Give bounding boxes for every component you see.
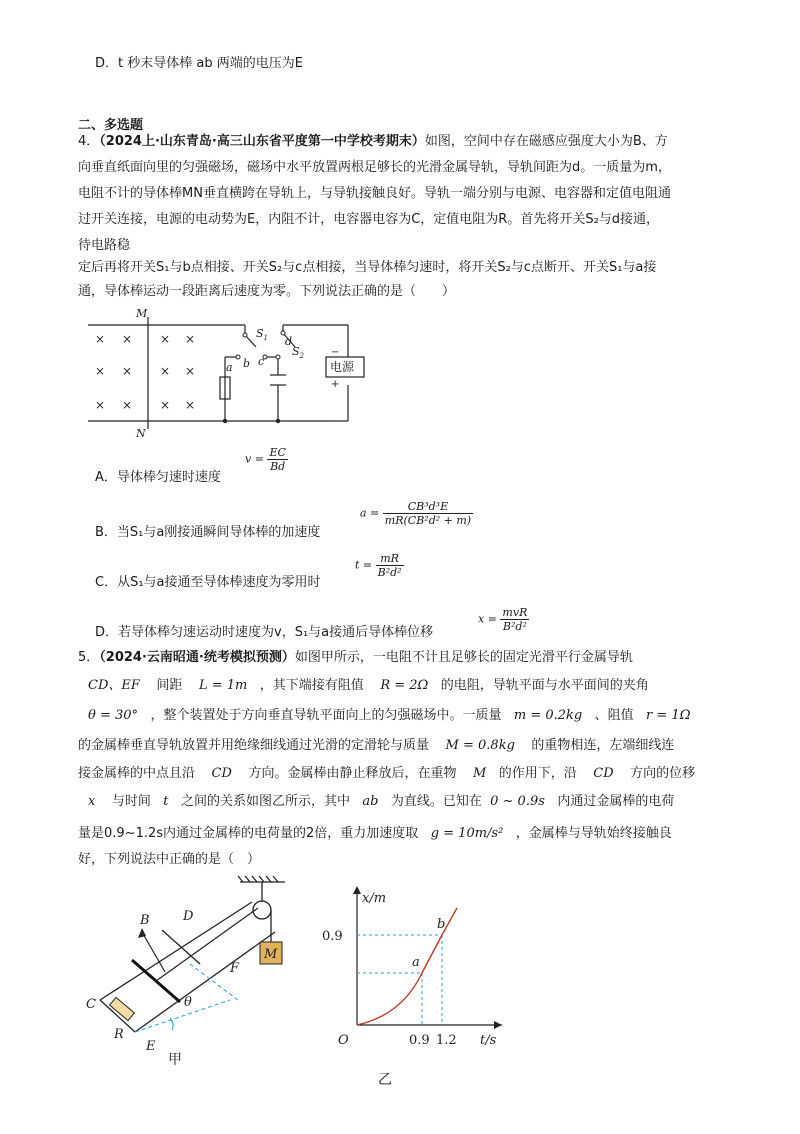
q4-line-6: 通，导体棒运动一段距离后速度为零。下列说法正确的是（ ） [78,284,456,299]
q4-cross: × [95,398,106,412]
q4-cross: × [160,364,171,378]
frac-denominator: Bd [270,460,286,473]
q4-cross: × [160,332,171,346]
q5-fig2-x09: 0.9 [409,1033,430,1048]
frac-numerator: mR [376,552,404,566]
q4-label-N: N [136,427,146,440]
q5-line-1: 如图甲所示，一电阻不计且足够长的固定光滑平行金属导轨 [294,650,633,665]
q5-fig2-xlabel: t/s [480,1033,497,1048]
q4-cross: × [185,332,196,346]
q5-fig1-C: C [86,997,96,1012]
q5-line-5: 接金属棒的中点且沿 CD 方向。金属棒由静止释放后，在重物 M 的作用下，沿 CD 方向的位移 [78,766,696,781]
q4-cross: × [160,398,171,412]
q4-plus: + [331,379,340,390]
q5-source: （2024·云南昭通·统考模拟预测） [99,650,295,665]
prev-option-d: D．t 秒末导体棒 ab 两端的电压为E [95,56,303,71]
q4-option-b-formula: a = $\frac{\text{CB³d³E}}{\text{mR(CB²d² + m)}}$ [360,500,472,527]
q5-number: 5． [78,650,100,665]
q4-label-d: d [285,335,293,348]
q5-line-2: CD、EF 间距 L = 1m ，其下端接有阻值 R = 2Ω 的电阻，导轨平面与水平面间的夹角 [88,678,649,693]
frac-denominator: B²d² [502,620,527,633]
q4-source-label: 电源 [330,360,355,374]
section-title: 二、多选题 [78,118,144,133]
q4-option-c-formula: t = $\frac{mR}{\text{B²d²}}$ [355,552,402,579]
q4-label-c: c [258,355,265,368]
q4-cross: × [185,364,196,378]
q4-minus: − [331,347,340,358]
q5-line-8: 好，下列说法中正确的是（ ） [78,852,261,867]
q5-first-line [78,650,633,666]
q4-circuit-diagram [80,305,370,440]
q5-fig1-E: E [146,1039,156,1054]
q5-figure-yi [312,880,512,1050]
q4-label-s1: $S_1$ [256,327,269,342]
q4-label-M: M [136,307,148,320]
q4-number: 4． [78,134,100,149]
q5-figure-jia [80,872,310,1072]
q5-fig2-x12: 1.2 [436,1033,457,1048]
q4-line-4: 待电路稳 [78,238,131,253]
q4-option-d: D．若导体棒匀速运动时速度为v，S₁与a接通后导体棒位移 [95,625,434,640]
q4-cross: × [122,398,133,412]
q5-line-4: 的金属棒垂直导轨放置并用绝缘细线通过光滑的定滑轮与质量 M = 0.8kg 的重物相连，左端细线连 [78,738,675,753]
q5-line-6: x 与时间 t 之间的关系如图乙所示，其中 ab 为直线。已知在 0 ~ 0.9s 内通过金属棒的电荷 [88,794,675,809]
q4-line-5: 定后再将开关S₁与b点相接、开关S₂与c点相接，当导体棒匀速时，将开关S₂与c点断开、开关S₁与a接 [78,260,657,275]
q4-cross: × [95,364,106,378]
frac-denominator: B²d² [377,566,402,579]
q4-cross: × [185,398,196,412]
frac-numerator: EC [269,446,286,459]
q5-fig1-caption: 甲 [168,1052,182,1068]
q5-fig2-point-b: b [437,917,446,932]
q4-label-a: a [226,361,233,374]
q5-fig1-F: F [230,961,240,976]
q5-fig2-point-a: a [412,955,420,970]
q4-option-a: A．导体棒匀速时速度 [95,470,221,485]
q4-line-0: 如图，空间中存在磁感应强度大小为B、方 [424,134,668,149]
q5-fig1-theta: θ [184,995,192,1010]
q4-source: （2024上·山东青岛·高三山东省平度第一中学校考期末） [99,134,425,149]
q4-label-s2: $S_2$ [292,345,305,360]
q4-option-a-formula: v = $\frac{EC}{Bd}$ [245,446,286,473]
q5-fig1-R: R [114,1027,124,1042]
q5-line-7: 量是0.9~1.2s内通过金属棒的电荷量的2倍，重力加速度取 g = 10m/s² ，金属棒与导轨始终接触良 [78,826,672,841]
frac-numerator: mvR [502,606,528,619]
q5-fig2-ylabel: x/m [362,891,387,906]
frac-numerator: CB³d³E [383,500,473,514]
q4-label-b: b [243,357,251,370]
q5-fig1-B: B [140,913,150,928]
frac-denominator: mR(CB²d² + m) [384,514,472,527]
q4-cross: × [122,364,133,378]
q5-fig2-caption: 乙 [378,1072,392,1088]
q5-fig2-origin: O [338,1033,349,1048]
q4-cross: × [122,332,133,346]
q4-cross: × [95,332,106,346]
q4-line-2: 电阻不计的导体棒MN垂直横跨在导轨上，与导轨接触良好。导轨一端分别与电源、电容器和定值电阻通 [78,186,671,201]
q4-line-3: 过开关连接，电源的电动势为E，内阻不计，电容器电容为C，定值电阻为R。首先将开关S₂与d接通， [78,212,660,227]
q4-first-line [78,134,668,150]
q5-fig1-D: D [183,909,194,924]
q4-line-1: 向垂直纸面向里的匀强磁场，磁场中水平放置两根足够长的光滑金属导轨，导轨间距为d。一质量为m， [78,160,671,175]
q5-fig2-y09: 0.9 [322,929,343,944]
q5-fig1-M: M [264,947,278,962]
q5-line-3: θ = 30° ，整个装置处于方向垂直导轨平面向上的匀强磁场中。一质量 m = 0.2kg 、阻值 r = 1Ω [88,708,691,723]
q4-option-d-formula: x = $\frac{\text{mvR}}{\text{B²d²}}$ [478,606,528,633]
q4-option-c: C．从S₁与a接通至导体棒速度为零用时 [95,575,321,590]
q4-option-b: B．当S₁与a刚接通瞬间导体棒的加速度 [95,525,321,540]
